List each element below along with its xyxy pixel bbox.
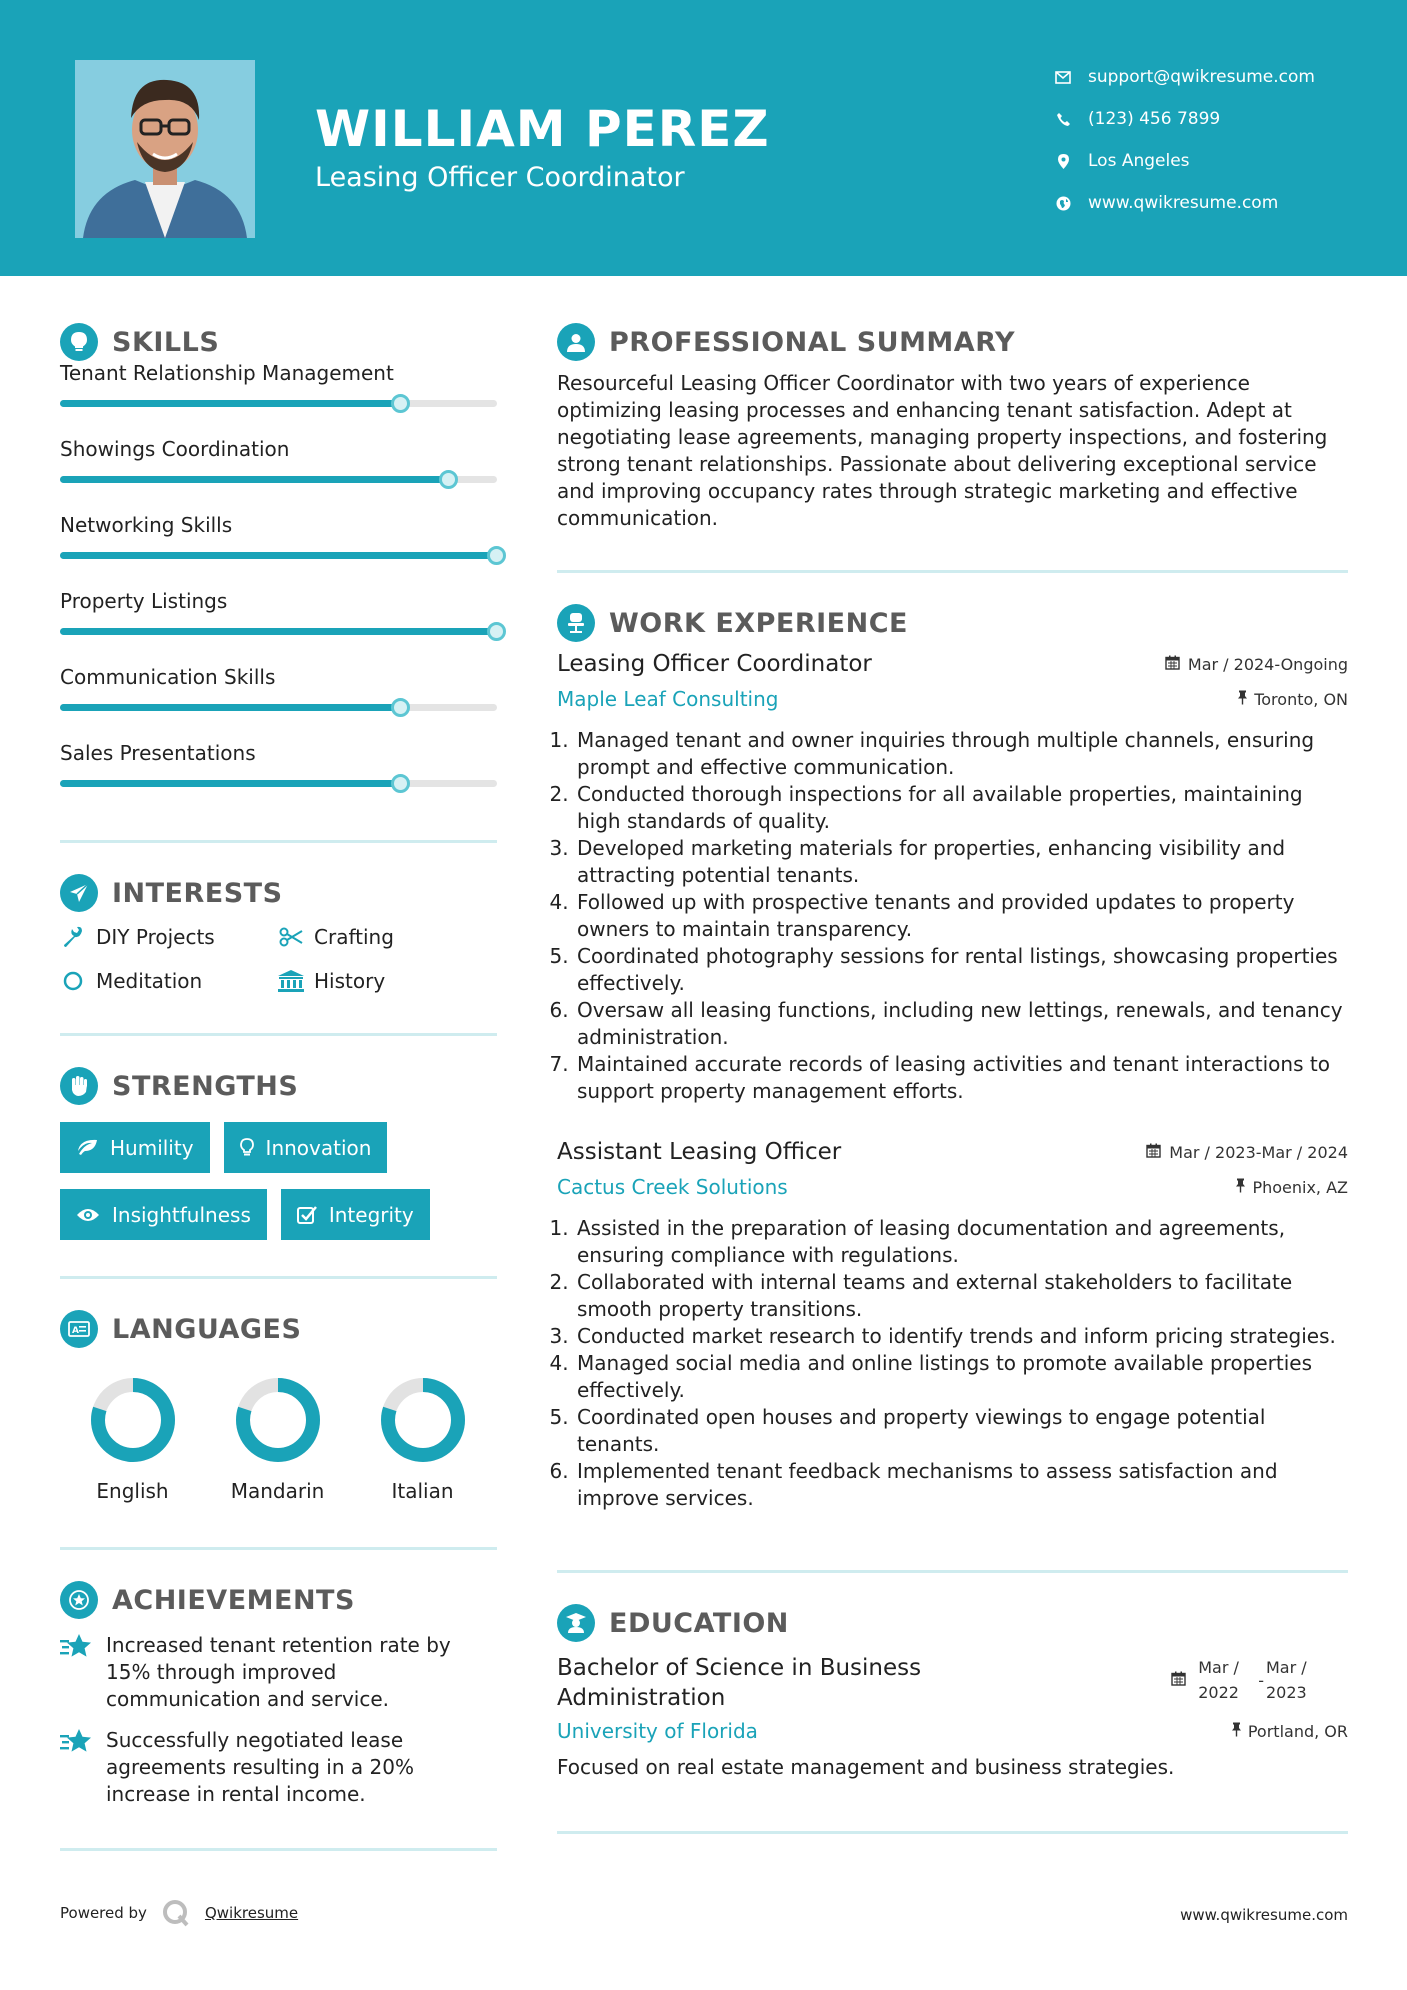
- achievements-section: [60, 1578, 497, 1808]
- achievement-item: [60, 1632, 497, 1713]
- duty-item: 4. Followed up with prospective tenants and provided updates to property owners to maintain transparency.: [575, 889, 1348, 943]
- chair-icon: [557, 604, 595, 642]
- language-name: Mandarin: [230, 1479, 325, 1503]
- candidate-role: Leasing Officer Coordinator: [315, 162, 685, 193]
- language-icon: [60, 1310, 98, 1348]
- footer-website[interactable]: www.qwikresume.com: [1180, 1906, 1348, 1924]
- strengths-tags: [60, 1122, 497, 1240]
- skill-level-knob: [487, 546, 506, 565]
- skill-item: [60, 358, 497, 434]
- duty-item: 7. Maintained accurate records of leasing activities and tenant interactions to support property management efforts.: [575, 1051, 1348, 1105]
- section-divider: [557, 1831, 1348, 1834]
- phone-icon: [1052, 108, 1074, 130]
- leaf-icon: [76, 1139, 98, 1157]
- skill-level-fill: [60, 780, 401, 787]
- skill-level-fill: [60, 552, 497, 559]
- school-name: University of Florida: [557, 1719, 758, 1743]
- language-level-donut: [233, 1375, 323, 1465]
- job-date: [1165, 655, 1348, 674]
- job-date-text: Mar / 2023-Mar / 2024: [1169, 1143, 1348, 1162]
- languages-title: LANGUAGES: [112, 1313, 302, 1345]
- summary-section: [557, 320, 1348, 532]
- skill-item: [60, 586, 497, 662]
- skill-name: Sales Presentations: [60, 741, 256, 765]
- job-location-text: Toronto, ON: [1254, 689, 1348, 709]
- job-subheader: [557, 1175, 1348, 1199]
- strengths-title: STRENGTHS: [112, 1070, 299, 1102]
- section-divider: [60, 1547, 497, 1550]
- language-name: English: [96, 1479, 169, 1503]
- strength-label: Innovation: [265, 1135, 372, 1160]
- section-divider: [557, 1570, 1348, 1573]
- circle-icon: [60, 968, 86, 994]
- education-section: [557, 1601, 1348, 1779]
- duty-item: 1. Assisted in the preparation of leasing documentation and agreements, ensuring compliance with regulations.: [575, 1215, 1348, 1269]
- skill-level-track: [60, 628, 497, 635]
- duty-item: 4. Managed social media and online listings to promote available properties effectively.: [575, 1350, 1348, 1404]
- strength-tag: [60, 1189, 267, 1240]
- skill-level-knob: [487, 622, 506, 641]
- skills-title: SKILLS: [112, 326, 220, 358]
- skill-name: Networking Skills: [60, 513, 233, 537]
- experience-section: [557, 601, 1348, 1512]
- education-subheader: [557, 1719, 1348, 1743]
- interests-title: INTERESTS: [112, 877, 283, 909]
- language-item: [60, 1375, 205, 1503]
- skill-level-track: [60, 704, 497, 711]
- contact-phone[interactable]: [1052, 98, 1315, 140]
- job-entry: [557, 1139, 1348, 1512]
- education-date-sep: -: [1258, 1670, 1264, 1690]
- achievement-text: Successfully negotiated lease agreements resulting in a 20% increase in rental income.: [106, 1728, 414, 1806]
- graduate-icon: [557, 1604, 595, 1642]
- profile-photo: [75, 60, 255, 238]
- skill-level-knob: [439, 470, 458, 489]
- skill-item: [60, 738, 497, 814]
- experience-heading: [557, 601, 1348, 645]
- education-title: EDUCATION: [609, 1607, 789, 1639]
- job-location: [1235, 1178, 1348, 1197]
- skill-level-knob: [391, 774, 410, 793]
- calendar-icon: [1171, 1671, 1186, 1690]
- interests-section: [60, 871, 497, 995]
- calendar-icon: [1146, 1143, 1161, 1162]
- job-subheader: [557, 687, 1348, 711]
- summary-heading: [557, 320, 1348, 364]
- bank-icon: [278, 968, 304, 994]
- skill-name: Property Listings: [60, 589, 228, 613]
- language-level-donut: [378, 1375, 468, 1465]
- strength-label: Humility: [110, 1135, 194, 1160]
- education-date-start: Mar / 2022: [1198, 1658, 1239, 1702]
- section-divider: [60, 1033, 497, 1036]
- strengths-heading: [60, 1064, 497, 1108]
- duty-item: 1. Managed tenant and owner inquiries through multiple channels, ensuring prompt and effective communication.: [575, 727, 1348, 781]
- job-header: [557, 651, 1348, 677]
- strength-label: Integrity: [328, 1202, 414, 1227]
- language-name: Italian: [391, 1479, 454, 1503]
- strength-tag: [224, 1122, 388, 1173]
- interest-label: Meditation: [96, 969, 203, 993]
- strength-tag: [60, 1122, 210, 1173]
- contact-website[interactable]: [1052, 182, 1315, 224]
- education-description: Focused on real estate management and business strategies.: [557, 1755, 1175, 1779]
- summary-text: Resourceful Leasing Officer Coordinator with two years of experience optimizing leasing processes and enhancing tenant satisfaction. Adept at negotiating lease agreements, managing property inspections, and fostering strong tenant relationships. Passionate about delivering exceptional service and improving occupancy rates through strategic marketing and effective communication.: [557, 371, 1328, 530]
- interest-item: [60, 923, 278, 951]
- scissors-icon: [278, 924, 304, 950]
- left-column: [60, 320, 497, 1851]
- section-divider: [557, 570, 1348, 573]
- skill-level-track: [60, 780, 497, 787]
- strength-label: Insightfulness: [112, 1202, 251, 1227]
- wrench-icon: [60, 924, 86, 950]
- section-divider: [60, 1848, 497, 1851]
- language-item: [205, 1375, 350, 1503]
- job-date: [1146, 1143, 1348, 1162]
- footer-powered: [60, 1898, 298, 1928]
- interest-item: [60, 967, 278, 995]
- skill-item: [60, 510, 497, 586]
- paper-plane-icon: [60, 874, 98, 912]
- contact-website-text: www.qwikresume.com: [1088, 193, 1279, 213]
- job-location: [1237, 690, 1348, 709]
- envelope-icon: [1052, 66, 1074, 88]
- job-title: Assistant Leasing Officer: [557, 1139, 842, 1165]
- language-level-donut: [88, 1375, 178, 1465]
- company-name: Maple Leaf Consulting: [557, 687, 779, 711]
- education-location: [1231, 1722, 1348, 1741]
- contact-email[interactable]: [1052, 56, 1315, 98]
- contact-location: [1052, 140, 1315, 182]
- skill-level-knob: [391, 698, 410, 717]
- powered-by-label: Powered by: [60, 1904, 147, 1922]
- skills-section: [60, 320, 497, 814]
- education-date: [1171, 1655, 1314, 1705]
- duty-item: 6. Implemented tenant feedback mechanisms to assess satisfaction and improve services.: [575, 1458, 1348, 1512]
- candidate-name: WILLIAM PEREZ: [315, 100, 770, 158]
- job-entry: [557, 651, 1348, 1105]
- skill-level-fill: [60, 400, 401, 407]
- skills-list: [60, 358, 497, 814]
- lightbulb-icon: [60, 323, 98, 361]
- skill-item: [60, 434, 497, 510]
- section-divider: [60, 1276, 497, 1279]
- duty-item: 2. Collaborated with internal teams and external stakeholders to facilitate smooth property transitions.: [575, 1269, 1348, 1323]
- duty-item: 6. Oversaw all leasing functions, including new lettings, renewals, and tenancy administration.: [575, 997, 1348, 1051]
- interest-item: [278, 967, 497, 995]
- interests-heading: [60, 871, 497, 915]
- achievements-title: ACHIEVEMENTS: [112, 1584, 355, 1616]
- duty-item: 5. Coordinated photography sessions for rental listings, showcasing properties effectively.: [575, 943, 1348, 997]
- strength-tag: [281, 1189, 430, 1240]
- qwikresume-logo-icon: [161, 1898, 191, 1928]
- languages-section: [60, 1307, 497, 1503]
- interest-label: DIY Projects: [96, 925, 215, 949]
- achievement-text: Increased tenant retention rate by 15% through improved communication and service.: [106, 1633, 451, 1711]
- job-date-text: Mar / 2024-Ongoing: [1187, 655, 1348, 674]
- achievement-item: [60, 1727, 497, 1808]
- languages-heading: [60, 1307, 497, 1351]
- degree-name: Bachelor of Science in Business Administration: [557, 1655, 922, 1711]
- job-header: [557, 1139, 1348, 1165]
- education-heading: [557, 1601, 1348, 1645]
- eye-icon: [76, 1207, 100, 1223]
- company-name: Cactus Creek Solutions: [557, 1175, 788, 1199]
- location-pin-icon: [1052, 150, 1074, 172]
- experience-title: WORK EXPERIENCE: [609, 607, 908, 639]
- job-duties: [557, 1215, 1348, 1512]
- lightbulb-icon: [240, 1138, 254, 1158]
- pushpin-icon: [1237, 690, 1248, 709]
- language-item: [350, 1375, 495, 1503]
- contact-email-text: support@qwikresume.com: [1088, 67, 1315, 87]
- duty-item: 3. Conducted market research to identify trends and inform pricing strategies.: [575, 1323, 1348, 1350]
- pushpin-icon: [1231, 1722, 1242, 1741]
- education-header: [557, 1653, 1348, 1713]
- languages-list: [60, 1375, 497, 1503]
- interest-label: Crafting: [314, 925, 394, 949]
- star-badge-icon: [60, 1581, 98, 1619]
- skill-level-knob: [391, 394, 410, 413]
- skill-name: Communication Skills: [60, 665, 276, 689]
- skill-level-fill: [60, 476, 449, 483]
- summary-title: PROFESSIONAL SUMMARY: [609, 326, 1016, 358]
- skill-name: Showings Coordination: [60, 437, 290, 461]
- duty-item: 3. Developed marketing materials for properties, enhancing visibility and attracting potential tenants.: [575, 835, 1348, 889]
- section-divider: [60, 840, 497, 843]
- star-icon: [60, 1632, 92, 1662]
- contact-location-text: Los Angeles: [1088, 151, 1190, 171]
- job-location-text: Phoenix, AZ: [1252, 1177, 1348, 1197]
- job-title: Leasing Officer Coordinator: [557, 651, 872, 677]
- fist-icon: [60, 1067, 98, 1105]
- education-date-end: Mar / 2023: [1266, 1658, 1307, 1702]
- duty-item: 5. Coordinated open houses and property viewings to engage potential tenants.: [575, 1404, 1348, 1458]
- achievements-heading: [60, 1578, 497, 1622]
- skill-name: Tenant Relationship Management: [60, 361, 394, 385]
- skill-level-fill: [60, 704, 401, 711]
- skill-level-track: [60, 552, 497, 559]
- skill-level-track: [60, 476, 497, 483]
- contact-list: [1052, 56, 1315, 224]
- contact-phone-text: (123) 456 7899: [1088, 109, 1221, 129]
- user-icon: [557, 323, 595, 361]
- interest-label: History: [314, 969, 386, 993]
- profile-photo-image: [75, 60, 255, 238]
- job-duties: [557, 727, 1348, 1105]
- qwikresume-link[interactable]: Qwikresume: [204, 1904, 299, 1922]
- interests-list: [60, 923, 497, 995]
- svg-text:A: A: [72, 1326, 79, 1336]
- star-icon: [60, 1727, 92, 1757]
- pushpin-icon: [1235, 1178, 1246, 1197]
- strengths-section: [60, 1064, 497, 1240]
- interest-item: [278, 923, 497, 951]
- education-location-text: Portland, OR: [1247, 1721, 1348, 1741]
- skill-level-fill: [60, 628, 497, 635]
- globe-icon: [1052, 192, 1074, 214]
- skill-level-track: [60, 400, 497, 407]
- duty-item: 2. Conducted thorough inspections for all available properties, maintaining high standards of quality.: [575, 781, 1348, 835]
- right-column: [557, 320, 1348, 1834]
- calendar-icon: [1165, 655, 1180, 674]
- check-square-icon: [297, 1205, 317, 1225]
- skill-item: [60, 662, 497, 738]
- resume-header: [0, 0, 1407, 276]
